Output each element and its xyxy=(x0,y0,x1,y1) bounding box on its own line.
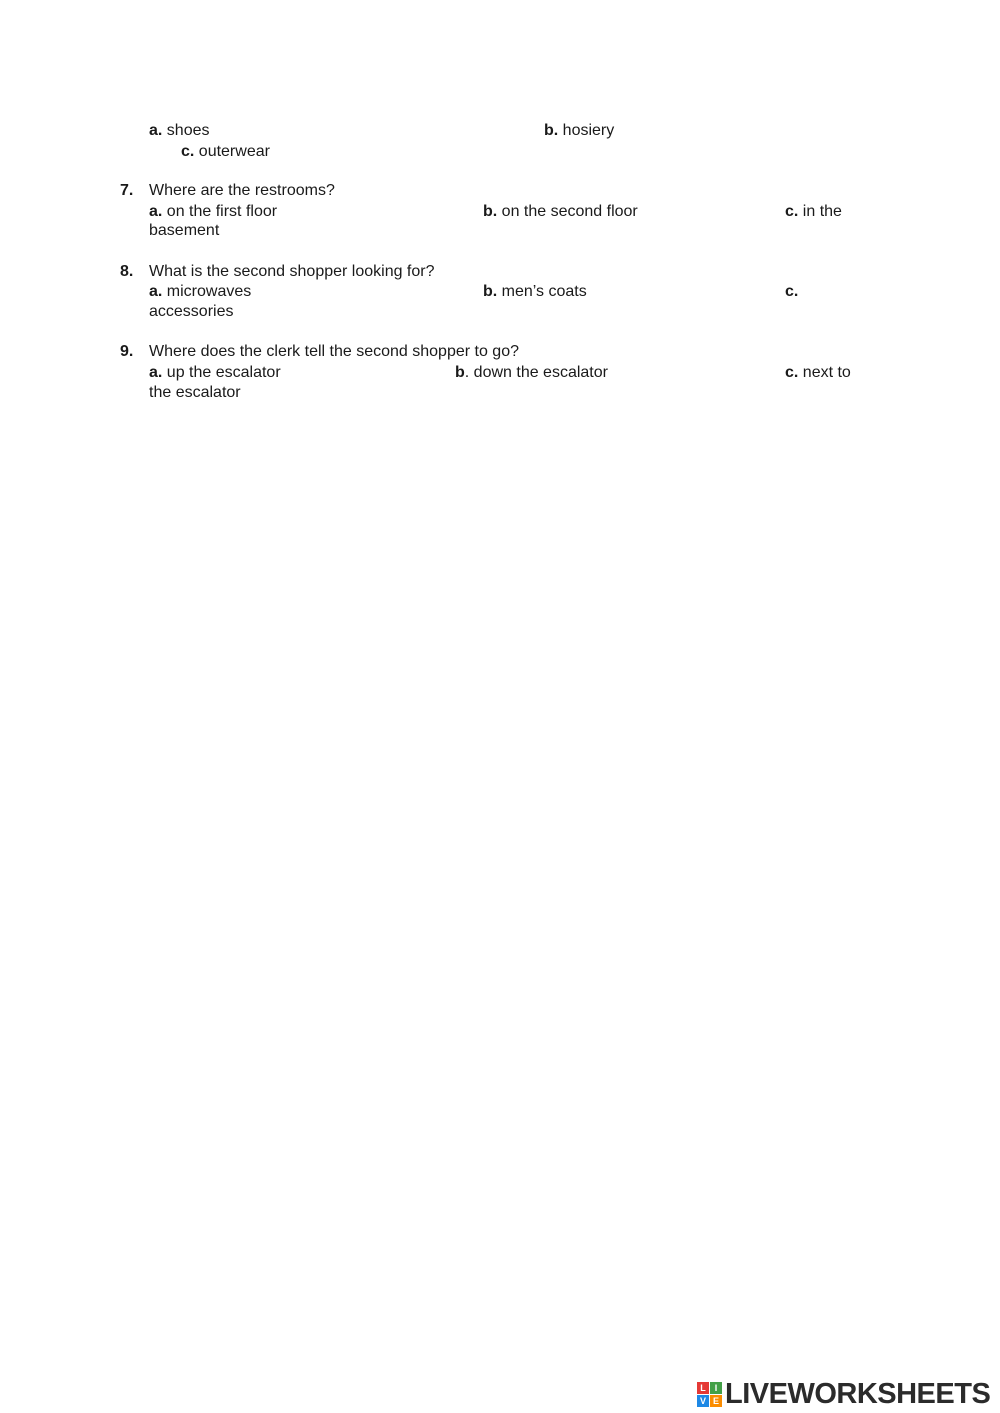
q6-option-b: b. hosiery xyxy=(544,122,615,139)
q8-number: 8. xyxy=(120,263,134,280)
q7-option-a: a. on the first floor xyxy=(149,203,278,220)
logo-tile: E xyxy=(710,1395,722,1407)
q9-number: 9. xyxy=(120,343,134,360)
liveworksheets-logo xyxy=(697,1378,990,1410)
logo-tile: V xyxy=(697,1395,709,1407)
q9-option-c-wrap: the escalator xyxy=(149,384,241,401)
q8-option-b: b. men’s coats xyxy=(483,283,587,300)
q8-question: What is the second shopper looking for? xyxy=(149,263,435,280)
q8-option-c-wrap: accessories xyxy=(149,303,234,320)
q9-option-c: c. next to xyxy=(785,364,851,381)
q6-option-c: c. outerwear xyxy=(181,143,270,160)
logo-tile: L xyxy=(697,1382,709,1394)
q9-question: Where does the clerk tell the second shopper to go? xyxy=(149,343,519,360)
logo-text: LIVEWORKSHEETS xyxy=(725,1377,991,1410)
q7-option-b: b. on the second floor xyxy=(483,203,638,220)
q7-option-c: c. in the xyxy=(785,203,842,220)
q7-number: 7. xyxy=(120,182,134,199)
q9-option-b: b. down the escalator xyxy=(455,364,608,381)
q7-option-c-wrap: basement xyxy=(149,222,220,239)
logo-tiles-icon xyxy=(697,1382,722,1407)
q8-option-c: c. xyxy=(785,283,799,300)
logo-tile: I xyxy=(710,1382,722,1394)
q8-option-a: a. microwaves xyxy=(149,283,252,300)
q6-option-a: a. shoes xyxy=(149,122,210,139)
q9-option-a: a. up the escalator xyxy=(149,364,281,381)
q7-question: Where are the restrooms? xyxy=(149,182,335,199)
